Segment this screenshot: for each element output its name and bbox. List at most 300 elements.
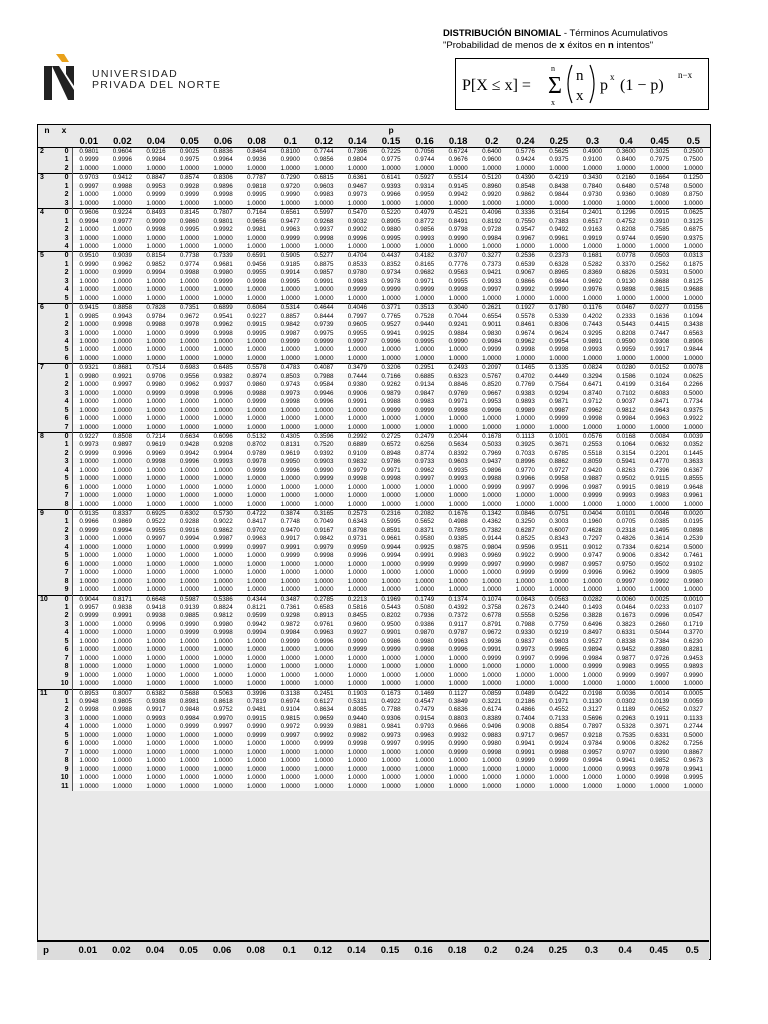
value-cell: 1.0000 xyxy=(240,424,274,433)
value-cell: 0.9983 xyxy=(307,191,341,199)
value-cell: 1.0000 xyxy=(106,586,140,595)
value-cell: 1.0000 xyxy=(72,774,106,782)
value-cell: 0.9801 xyxy=(206,218,240,226)
value-cell: 0.9804 xyxy=(475,544,509,552)
value-cell: 1.0000 xyxy=(542,243,576,252)
value-cell: 0.1749 xyxy=(408,595,442,604)
value-cell: 0.4866 xyxy=(509,706,543,714)
value-cell: 1.0000 xyxy=(273,415,307,423)
value-cell: 0.2044 xyxy=(441,432,475,441)
value-cell: 0.9818 xyxy=(240,183,274,191)
value-cell: 0.9909 xyxy=(643,569,677,577)
value-cell: 0.9942 xyxy=(240,621,274,629)
value-cell: 0.9412 xyxy=(106,174,140,183)
value-cell: 0.9991 xyxy=(475,646,509,654)
value-cell: 0.3370 xyxy=(609,261,643,269)
value-cell: 0.9999 xyxy=(509,757,543,765)
value-cell: 0.6083 xyxy=(643,390,677,398)
value-cell: 0.3479 xyxy=(341,364,375,373)
value-cell: 0.9288 xyxy=(173,518,207,526)
value-cell: 0.9999 xyxy=(374,286,408,294)
value-cell: 1.0000 xyxy=(139,415,173,423)
value-cell: 1.0000 xyxy=(139,586,173,595)
value-cell: 1.0000 xyxy=(475,672,509,680)
value-cell: 1.0000 xyxy=(106,398,140,406)
value-cell: 1.0000 xyxy=(173,424,207,433)
value-cell: 1.0000 xyxy=(475,766,509,774)
value-cell: 1.0000 xyxy=(139,346,173,354)
value-cell: 1.0000 xyxy=(72,492,106,500)
value-cell: 1.0000 xyxy=(475,415,509,423)
n-cell xyxy=(38,612,56,620)
value-cell: 1.0000 xyxy=(72,578,106,586)
n-cell xyxy=(38,732,56,740)
value-cell: 0.7535 xyxy=(609,732,643,740)
value-cell: 0.7444 xyxy=(341,373,375,381)
value-cell: 0.9841 xyxy=(374,723,408,731)
value-cell: 0.1673 xyxy=(374,689,408,698)
table-row xyxy=(38,510,710,519)
value-cell: 1.0000 xyxy=(106,723,140,731)
value-cell: 0.9984 xyxy=(609,415,643,423)
value-cell: 1.0000 xyxy=(307,578,341,586)
value-cell: 0.9957 xyxy=(576,749,610,757)
value-cell: 0.9994 xyxy=(173,535,207,543)
value-cell: 0.8508 xyxy=(106,432,140,441)
value-cell: 0.9784 xyxy=(576,740,610,748)
value-cell: 1.0000 xyxy=(542,492,576,500)
value-cell: 0.9919 xyxy=(576,235,610,243)
value-cell: 0.9997 xyxy=(475,561,509,569)
value-cell: 0.7897 xyxy=(576,723,610,731)
value-cell: 0.9541 xyxy=(206,313,240,321)
value-cell: 0.9596 xyxy=(509,544,543,552)
value-cell: 0.4752 xyxy=(609,218,643,226)
value-cell: 1.0000 xyxy=(273,672,307,680)
value-cell: 1.0000 xyxy=(106,407,140,415)
table-row xyxy=(38,749,710,757)
x-cell: 1 xyxy=(56,441,72,449)
value-cell: 1.0000 xyxy=(173,774,207,782)
value-cell: 1.0000 xyxy=(139,492,173,500)
value-cell: 0.0824 xyxy=(576,364,610,373)
value-cell: 1.0000 xyxy=(72,680,106,689)
value-cell: 1.0000 xyxy=(509,774,543,782)
value-cell: 1.0000 xyxy=(106,235,140,243)
header-x: x xyxy=(61,125,67,135)
footer-table xyxy=(37,942,709,958)
value-cell: 0.9978 xyxy=(173,321,207,329)
value-cell: 0.9437 xyxy=(475,458,509,466)
value-cell: 1.0000 xyxy=(106,295,140,304)
value-cell: 0.5256 xyxy=(542,612,576,620)
value-cell: 1.0000 xyxy=(441,680,475,689)
value-cell: 0.8836 xyxy=(206,148,240,157)
value-cell: 0.9959 xyxy=(341,544,375,552)
value-cell: 0.2082 xyxy=(408,510,442,519)
value-cell: 1.0000 xyxy=(72,715,106,723)
value-cell: 1.0000 xyxy=(509,672,543,680)
value-cell: 0.1064 xyxy=(609,441,643,449)
value-cell: 0.9154 xyxy=(408,715,442,723)
value-cell: 0.8525 xyxy=(509,535,543,543)
value-cell: 0.7479 xyxy=(408,706,442,714)
value-cell: 0.9975 xyxy=(173,156,207,164)
table-row xyxy=(38,612,710,620)
value-cell: 1.0000 xyxy=(273,663,307,671)
value-cell: 1.0000 xyxy=(139,424,173,433)
x-cell: 2 xyxy=(56,269,72,277)
value-cell: 0.9784 xyxy=(139,313,173,321)
n-cell xyxy=(38,269,56,277)
value-cell: 0.9844 xyxy=(542,278,576,286)
value-cell: 0.8154 xyxy=(139,252,173,261)
value-cell: 1.0000 xyxy=(106,774,140,782)
value-cell: 0.1875 xyxy=(676,261,710,269)
document-title xyxy=(443,28,733,40)
value-cell: 1.0000 xyxy=(475,501,509,510)
value-cell: 0.0059 xyxy=(676,698,710,706)
value-cell: 0.9978 xyxy=(643,766,677,774)
value-cell: 1.0000 xyxy=(374,783,408,791)
n-cell xyxy=(38,740,56,748)
value-cell: 1.0000 xyxy=(475,578,509,586)
value-cell: 0.9702 xyxy=(240,527,274,535)
value-cell: 1.0000 xyxy=(509,243,543,252)
n-cell xyxy=(38,346,56,354)
value-cell: 0.8862 xyxy=(542,458,576,466)
value-cell: 0.5311 xyxy=(341,698,375,706)
value-cell: 0.9933 xyxy=(475,278,509,286)
value-cell: 0.0195 xyxy=(676,518,710,526)
value-cell: 1.0000 xyxy=(542,578,576,586)
value-cell: 1.0000 xyxy=(206,424,240,433)
value-cell: 0.8263 xyxy=(609,467,643,475)
value-cell: 0.9990 xyxy=(307,467,341,475)
value-cell: 0.9456 xyxy=(240,261,274,269)
table-row xyxy=(38,226,710,234)
value-cell: 0.9109 xyxy=(341,450,375,458)
value-cell: 1.0000 xyxy=(307,346,341,354)
value-cell: 0.9894 xyxy=(576,646,610,654)
value-cell: 0.4722 xyxy=(240,510,274,519)
value-cell: 0.7500 xyxy=(676,156,710,164)
value-cell: 0.9996 xyxy=(374,338,408,346)
value-cell: 1.0000 xyxy=(106,390,140,398)
value-cell: 0.9761 xyxy=(307,621,341,629)
value-cell: 0.9998 xyxy=(307,552,341,560)
n-cell: 2 xyxy=(38,148,56,157)
value-cell: 1.0000 xyxy=(273,346,307,354)
value-cell: 0.9932 xyxy=(441,732,475,740)
value-cell: 0.9939 xyxy=(307,723,341,731)
value-cell: 1.0000 xyxy=(273,355,307,364)
value-cell: 0.9999 xyxy=(72,156,106,164)
table-row xyxy=(38,183,710,191)
value-cell: 1.0000 xyxy=(475,774,509,782)
value-cell: 1.0000 xyxy=(139,407,173,415)
value-cell: 1.0000 xyxy=(643,355,677,364)
value-cell: 0.9962 xyxy=(173,381,207,389)
p-footer-0.18: 0.18 xyxy=(447,944,467,956)
x-cell: 6 xyxy=(56,355,72,364)
p-footer-0.12: 0.12 xyxy=(313,944,333,956)
value-cell: 1.0000 xyxy=(72,629,106,637)
table-row xyxy=(38,492,710,500)
value-cell: 1.0000 xyxy=(240,475,274,483)
value-cell: 0.9067 xyxy=(509,269,543,277)
value-cell: 0.9984 xyxy=(139,156,173,164)
value-cell: 0.3910 xyxy=(643,218,677,226)
table-row xyxy=(38,458,710,466)
value-cell: 0.6572 xyxy=(374,441,408,449)
value-cell: 1.0000 xyxy=(374,680,408,689)
value-cell: 1.0000 xyxy=(139,501,173,510)
value-cell: 1.0000 xyxy=(341,774,375,782)
header-n: n xyxy=(44,125,50,135)
value-cell: 1.0000 xyxy=(542,680,576,689)
value-cell: 0.7056 xyxy=(408,148,442,157)
table-row xyxy=(38,407,710,415)
value-cell: 0.9978 xyxy=(240,458,274,466)
value-cell: 0.9999 xyxy=(307,338,341,346)
value-cell: 1.0000 xyxy=(72,407,106,415)
value-cell: 1.0000 xyxy=(240,740,274,748)
value-cell: 0.7384 xyxy=(643,638,677,646)
value-cell: 0.0025 xyxy=(643,595,677,604)
value-cell: 0.9510 xyxy=(72,252,106,261)
value-cell: 1.0000 xyxy=(509,492,543,500)
value-cell: 1.0000 xyxy=(240,552,274,560)
value-cell: 0.8100 xyxy=(273,148,307,157)
value-cell: 0.9985 xyxy=(72,313,106,321)
p-header-0.5: 0.5 xyxy=(676,135,710,148)
value-cell: 0.2373 xyxy=(542,252,576,261)
n-cell: 5 xyxy=(38,252,56,261)
value-cell: 1.0000 xyxy=(374,484,408,492)
table-grid xyxy=(38,125,710,791)
table-row xyxy=(38,450,710,458)
value-cell: 0.8145 xyxy=(173,209,207,218)
n-cell xyxy=(38,295,56,304)
value-cell: 0.9844 xyxy=(542,191,576,199)
value-cell: 0.0039 xyxy=(676,432,710,441)
value-cell: 1.0000 xyxy=(441,766,475,774)
table-row xyxy=(38,330,710,338)
value-cell: 0.5033 xyxy=(475,441,509,449)
value-cell: 0.7975 xyxy=(643,156,677,164)
value-cell: 0.7585 xyxy=(643,226,677,234)
value-cell: 1.0000 xyxy=(139,398,173,406)
university-name-line1: UNIVERSIDAD xyxy=(92,68,179,80)
value-cell: 1.0000 xyxy=(509,663,543,671)
x-cell: 4 xyxy=(56,467,72,475)
value-cell: 1.0000 xyxy=(139,338,173,346)
value-cell: 0.9994 xyxy=(576,757,610,765)
value-cell: 1.0000 xyxy=(173,295,207,304)
value-cell: 0.9674 xyxy=(509,330,543,338)
value-cell: 1.0000 xyxy=(676,783,710,791)
value-cell: 1.0000 xyxy=(72,390,106,398)
value-cell: 0.9603 xyxy=(307,183,341,191)
x-cell: 1 xyxy=(56,373,72,381)
value-cell: 0.9991 xyxy=(106,612,140,620)
x-cell: 2 xyxy=(56,165,72,174)
value-cell: 1.0000 xyxy=(643,680,677,689)
value-cell: 0.9139 xyxy=(173,604,207,612)
value-cell: 0.5132 xyxy=(240,432,274,441)
value-cell: 1.0000 xyxy=(408,424,442,433)
value-cell: 0.9999 xyxy=(475,346,509,354)
value-cell: 0.8774 xyxy=(408,450,442,458)
value-cell: 0.9115 xyxy=(643,475,677,483)
p-footer-0.02: 0.02 xyxy=(112,944,131,956)
table-row xyxy=(38,578,710,586)
value-cell: 1.0000 xyxy=(173,680,207,689)
footer-p-label: p xyxy=(43,944,49,956)
value-cell: 0.9962 xyxy=(509,338,543,346)
table-row xyxy=(38,663,710,671)
value-cell: 0.8125 xyxy=(676,278,710,286)
x-cell: 7 xyxy=(56,749,72,757)
n-cell: 10 xyxy=(38,595,56,604)
value-cell: 1.0000 xyxy=(408,165,442,174)
value-cell: 0.9915 xyxy=(240,321,274,329)
value-cell: 0.9988 xyxy=(106,706,140,714)
value-cell: 0.9916 xyxy=(173,527,207,535)
value-cell: 0.5776 xyxy=(509,148,543,157)
value-cell: 0.9599 xyxy=(240,612,274,620)
value-cell: 1.0000 xyxy=(173,766,207,774)
value-cell: 0.7840 xyxy=(576,183,610,191)
table-row xyxy=(38,484,710,492)
value-cell: 1.0000 xyxy=(72,165,106,174)
n-cell: 4 xyxy=(38,209,56,218)
value-cell: 0.4704 xyxy=(341,252,375,261)
value-cell: 1.0000 xyxy=(72,544,106,552)
value-cell: 1.0000 xyxy=(576,424,610,433)
value-cell: 1.0000 xyxy=(173,398,207,406)
value-cell: 0.9995 xyxy=(408,338,442,346)
value-cell: 1.0000 xyxy=(106,569,140,577)
value-cell: 0.1969 xyxy=(374,595,408,604)
value-cell: 0.9805 xyxy=(676,569,710,577)
value-cell: 0.9672 xyxy=(475,629,509,637)
n-cell xyxy=(38,330,56,338)
value-cell: 0.9997 xyxy=(240,544,274,552)
value-cell: 0.9135 xyxy=(72,510,106,519)
x-cell: 3 xyxy=(56,235,72,243)
value-cell: 0.9998 xyxy=(206,330,240,338)
value-cell: 1.0000 xyxy=(307,407,341,415)
value-cell: 0.1113 xyxy=(509,432,543,441)
value-cell: 0.9980 xyxy=(676,578,710,586)
value-cell: 1.0000 xyxy=(273,757,307,765)
value-cell: 0.9994 xyxy=(139,269,173,277)
value-cell: 0.9941 xyxy=(609,757,643,765)
x-cell: 1 xyxy=(56,698,72,706)
value-cell: 0.9383 xyxy=(509,390,543,398)
x-cell: 1 xyxy=(56,313,72,321)
x-cell: 6 xyxy=(56,484,72,492)
x-cell: 8 xyxy=(56,663,72,671)
n-cell xyxy=(38,381,56,389)
value-cell: 1.0000 xyxy=(441,757,475,765)
table-row xyxy=(38,586,710,595)
value-cell: 0.9793 xyxy=(408,723,442,731)
value-cell: 0.9385 xyxy=(441,535,475,543)
value-cell: 0.5277 xyxy=(307,252,341,261)
value-cell: 0.0282 xyxy=(576,595,610,604)
value-cell: 0.2097 xyxy=(475,364,509,373)
value-cell: 1.0000 xyxy=(441,355,475,364)
value-cell: 0.3154 xyxy=(609,450,643,458)
value-cell: 1.0000 xyxy=(173,663,207,671)
n-cell xyxy=(38,390,56,398)
value-cell: 0.8400 xyxy=(609,156,643,164)
n-cell xyxy=(38,355,56,364)
value-cell: 0.9815 xyxy=(643,286,677,294)
value-cell: 0.9963 xyxy=(408,732,442,740)
value-cell: 0.6361 xyxy=(341,174,375,183)
n-cell xyxy=(38,458,56,466)
value-cell: 1.0000 xyxy=(139,680,173,689)
footer-spacer xyxy=(55,942,71,958)
value-cell: 0.3125 xyxy=(676,218,710,226)
value-cell: 1.0000 xyxy=(139,235,173,243)
value-cell: 0.9999 xyxy=(72,527,106,535)
value-cell: 1.0000 xyxy=(576,578,610,586)
value-cell: 0.9467 xyxy=(341,183,375,191)
value-cell: 0.6648 xyxy=(139,595,173,604)
value-cell: 1.0000 xyxy=(408,774,442,782)
value-cell: 1.0000 xyxy=(206,235,240,243)
value-cell: 0.9991 xyxy=(341,398,375,406)
value-cell: 1.0000 xyxy=(643,783,677,791)
n-cell xyxy=(38,535,56,543)
value-cell: 0.3849 xyxy=(441,698,475,706)
value-cell: 0.9837 xyxy=(509,638,543,646)
value-cell: 0.5044 xyxy=(643,629,677,637)
value-cell: 0.6141 xyxy=(374,174,408,183)
value-cell: 0.8444 xyxy=(307,313,341,321)
value-cell: 1.0000 xyxy=(72,321,106,329)
value-cell: 1.0000 xyxy=(542,766,576,774)
value-cell: 0.9998 xyxy=(374,475,408,483)
value-cell: 0.9496 xyxy=(475,723,509,731)
value-cell: 0.8996 xyxy=(509,458,543,466)
table-row xyxy=(38,732,710,740)
value-cell: 1.0000 xyxy=(273,749,307,757)
value-cell: 0.9996 xyxy=(341,552,375,560)
value-cell: 0.9901 xyxy=(374,629,408,637)
value-cell: 0.3874 xyxy=(273,510,307,519)
n-cell: 8 xyxy=(38,432,56,441)
value-cell: 0.9941 xyxy=(509,740,543,748)
value-cell: 0.7744 xyxy=(307,148,341,157)
table-row xyxy=(38,432,710,441)
value-cell: 0.9661 xyxy=(374,535,408,543)
value-cell: 0.3127 xyxy=(576,706,610,714)
value-cell: 1.0000 xyxy=(106,638,140,646)
value-cell: 0.7776 xyxy=(441,261,475,269)
value-cell: 0.2553 xyxy=(576,441,610,449)
value-cell: 0.9731 xyxy=(341,535,375,543)
value-cell: 0.8306 xyxy=(206,174,240,183)
value-cell: 1.0000 xyxy=(173,544,207,552)
value-cell: 0.5282 xyxy=(576,261,610,269)
value-cell: 1.0000 xyxy=(576,783,610,791)
